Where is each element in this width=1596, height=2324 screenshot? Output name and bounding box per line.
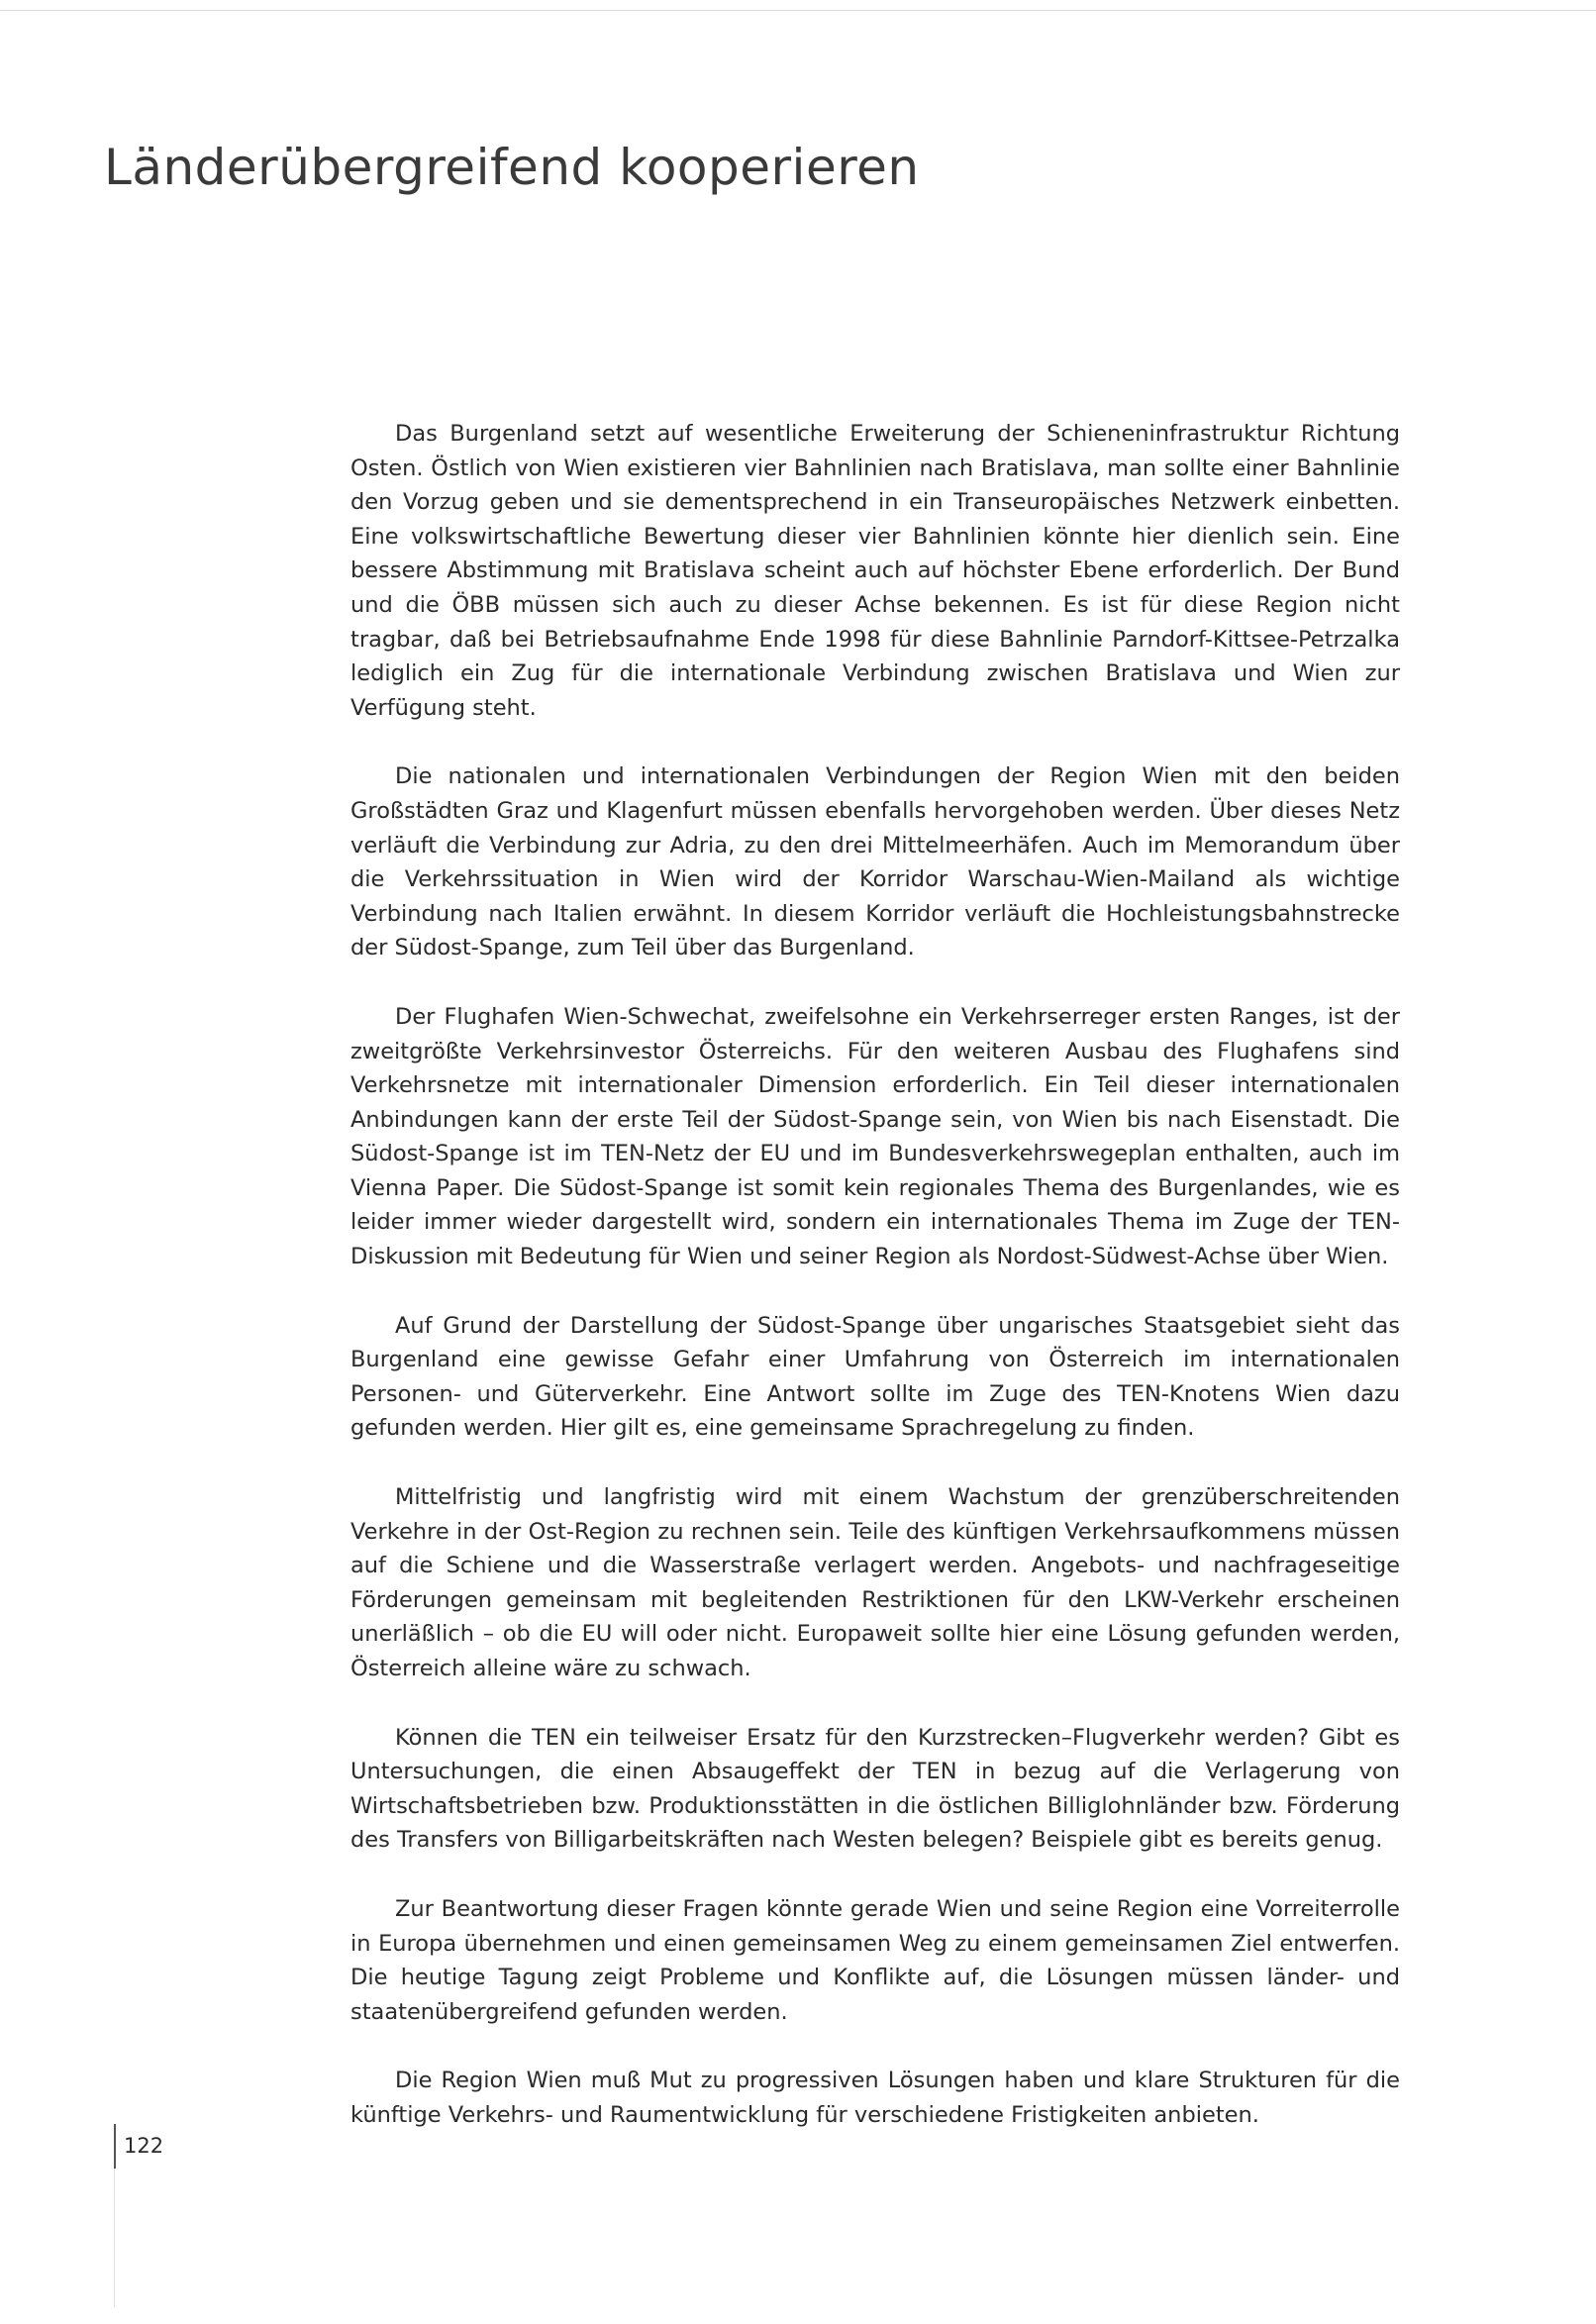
paragraph-6: Können die TEN ein teilweiser Ersatz für den Kurzstrecken–Flugverkehr werden? Gibt es Untersuchungen, die einen Absaugeffekt der TEN in bezug auf die Verlagerung von Wirtschaftsbetrieben bzw. Produktionsstätten in die östlichen Billiglohnländer bzw. Förderung des Transfers von Billigarbeitskräften nach Westen belegen? Beispiele gibt es bereits genug.	[350, 1724, 1400, 1854]
body-text	[350, 417, 1400, 2168]
top-rule	[0, 10, 1596, 11]
paragraph-1: Das Burgenland setzt auf wesentliche Erweiterung der Schieneninfrastruktur Richtung Osten. Östlich von Wien existieren vier Bahnlinien nach Bratislava, man sollte einer Bahnlinie den Vorzug geben und sie dementsprechend in ein Transeuropäisches Netzwerk einbetten. Eine volkswirtschaftliche Bewertung dieser vier Bahnlinien könnte hier dienlich sein. Eine bessere Abstimmung mit Bratislava scheint auch auf höchster Ebene erforderlich. Der Bund und die ÖBB müssen sich auch zu dieser Achse bekennen. Es ist für diese Region nicht tragbar, daß bei Betriebsaufnahme Ende 1998 für diese Bahnlinie Parndorf-Kittsee-Petrzalka lediglich ein Zug für die internationale Verbindung zwischen Bratislava und Wien zur Verfügung steht.	[350, 421, 1400, 721]
margin-line	[114, 2169, 115, 2307]
paragraph-4: Auf Grund der Darstellung der Südost-Spange über ungarisches Staatsgebiet sieht das Burgenland eine gewisse Gefahr einer Umfahrung von Österreich im internationalen Personen- und Güterverkehr. Eine Antwort sollte im Zuge des TEN-Knotens Wien dazu gefunden werden. Hier gilt es, eine gemeinsame Sprachregelung zu finden.	[350, 1312, 1400, 1442]
page-number: 122	[124, 2134, 164, 2158]
paragraph-5: Mittelfristig und langfristig wird mit einem Wachstum der grenzüberschreitenden Verkehre in der Ost-Region zu rechnen sein. Teile des künftigen Verkehrsaufkommens müssen auf die Schiene und die Wasserstraße verlagert werden. Angebots- und nachfrageseitige Förderungen gemeinsam mit begleitenden Restriktionen für den LKW-Verkehr erscheinen unerläßlich – ob die EU will oder nicht. Europaweit sollte hier eine Lösung gefunden werden, Österreich alleine wäre zu schwach.	[350, 1484, 1400, 1681]
paragraph-8: Die Region Wien muß Mut zu progressiven Lösungen haben und klare Strukturen für die künftige Verkehrs- und Raumentwicklung für verschiedene Fristigkeiten anbieten.	[350, 2068, 1400, 2128]
page-number-marker	[114, 2124, 163, 2169]
paragraph-2: Die nationalen und internationalen Verbindungen der Region Wien mit den beiden Großstädten Graz und Klagenfurt müssen ebenfalls hervorgehoben werden. Über dieses Netz verläuft die Verbindung zur Adria, zu den drei Mittelmeerhäfen. Auch im Memorandum über die Verkehrssituation in Wien wird der Korridor Warschau-Wien-Mailand als wichtige Verbindung nach Italien erwähnt. In diesem Korridor verläuft die Hochleistungsbahnstrecke der Südost-Spange, zum Teil über das Burgenland.	[350, 763, 1400, 961]
paragraph-3: Der Flughafen Wien-Schwechat, zweifelsohne ein Verkehrserreger ersten Ranges, ist der zweitgrößte Verkehrsinvestor Österreichs. Für den weiteren Ausbau des Flughafens sind Verkehrsnetze mit internationaler Dimension erforderlich. Ein Teil dieser internationalen Anbindungen kann der erste Teil der Südost-Spange sein, von Wien bis nach Eisenstadt. Die Südost-Spange ist im TEN-Netz der EU und im Bundesverkehrswegeplan enthalten, auch im Vienna Paper. Die Südost-Spange ist somit kein regionales Thema des Burgenlandes, wie es leider immer wieder dargestellt wird, sondern ein internationales Thema im Zuge der TEN-Diskussion mit Bedeutung für Wien und seiner Region als Nordost-Südwest-Achse über Wien.	[350, 1003, 1400, 1270]
page-title: Länderübergreifend kooperieren	[104, 139, 920, 196]
paragraph-7: Zur Beantwortung dieser Fragen könnte gerade Wien und seine Region eine Vorreiterrolle in Europa übernehmen und einen gemeinsamen Weg zu einem gemeinsamen Ziel entwerfen. Die heutige Tagung zeigt Probleme und Konflikte auf, die Lösungen müssen länder- und staatenübergreifend gefunden werden.	[350, 1895, 1400, 2025]
